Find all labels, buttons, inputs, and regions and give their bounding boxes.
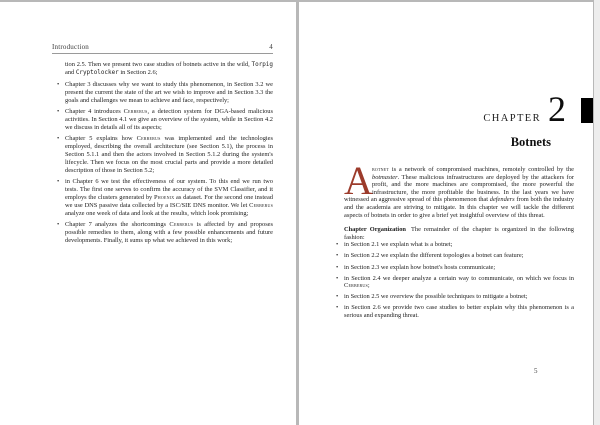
list-item: • in Section 2.6 we provide two case studies to better explain why this phenomenon is a serious and expanding threat. [344,304,574,319]
chapter-label: CHAPTER [483,113,541,124]
drop-cap: A [344,158,373,203]
organization-paragraph: Chapter Organization The remainder of the chapter is organized in the following fashion: [344,226,574,241]
chapter-heading [483,89,566,129]
list-item: • Chapter 7 analyzes the shortcomings Cerberus is affected by and proposes possible remedies to them, along with a few possible enhancements and future developments. Finally, it sums up what we achieved in this work; [65,221,273,245]
chapter-number: 2 [548,89,566,129]
page-left [0,2,296,425]
list-item: • in Chapter 6 we test the effectiveness of our system. To this end we run two tests. The first one serves to confirm the accuracy of the SVM Classifier, and it employs the clusters generated by Phoenix as dataset. For the second one instead we use DNS passive data collected by a ISC/SIE DNS monitor. We let Cerberus analyze one week of data and look at the results, which look promising; [65,178,273,218]
page-number: 5 [534,367,538,375]
continuation-paragraph: tion 2.5. Then we present two case studies of botnets active in the wild, Torpig and Cryptolocker in Section 2.6; [65,61,273,76]
chapter-outline-list [65,81,273,245]
list-item: • in Section 2.5 we overview the possible techniques to mitigate a botnet; [344,293,574,301]
list-item: • Chapter 3 discusses why we want to study this phenomenon, in Section 3.2 we present the current the state of the art we wish to improve and in Section 3.3 the goals and challenges we mean to achieve and face, respectively; [65,81,273,105]
intro-text: botnet is a network of compromised machines, remotely controlled by the botmaster. These malicious infrastructures are deployed by the attackers for profit, and the more machines are compromised, the more powerful the infrastructure, the more profitable the business. In the last years we have witnessed an aggressive spread of this phenomenon that defenders from both the industry and the academia are striving to mitigate. In this chapter we will tackle the different aspects of botnets in order to give a brief yet insightful overview of this threat. [344,166,574,219]
list-item: • Chapter 4 introduces Cerberus, a detection system for DGA-based malicious activities. In Section 4.1 we give an overview of the system, while in Section 4.2 we discuss in details all of its aspects; [65,108,273,132]
section-outline-list [344,241,574,319]
page-right [299,2,593,425]
list-item: • in Section 2.4 we deeper analyze a certain way to communicate, on which we focus in Cerberus; [344,275,574,290]
page-edge-strip [594,0,600,425]
running-header [52,43,273,54]
list-item: • in Section 2.1 we explain what is a botnet; [344,241,574,249]
running-header-page-number: 4 [269,43,273,51]
intro-paragraph [344,158,574,219]
running-header-title: Introduction [52,43,90,51]
chapter-title: Botnets [510,135,551,149]
right-page-body [344,158,574,323]
left-page-body [65,61,273,249]
list-item: • Chapter 5 explains how Cerberus was implemented and the technologies employed, describing the overall architecture (see Section 5.1), the process in Section 5.1.1 and then the actors involved in Section 5.1.2 during the system's lifecycle. Then we focus on the most crucial parts and provide a more detailed description of those in Section 5.2; [65,135,273,175]
chapter-marker-square [581,98,593,123]
list-item: • in Section 2.2 we explain the different topologies a botnet can feature; [344,252,574,260]
list-item: • in Section 2.3 we explain how botnet's hosts communicate; [344,264,574,272]
